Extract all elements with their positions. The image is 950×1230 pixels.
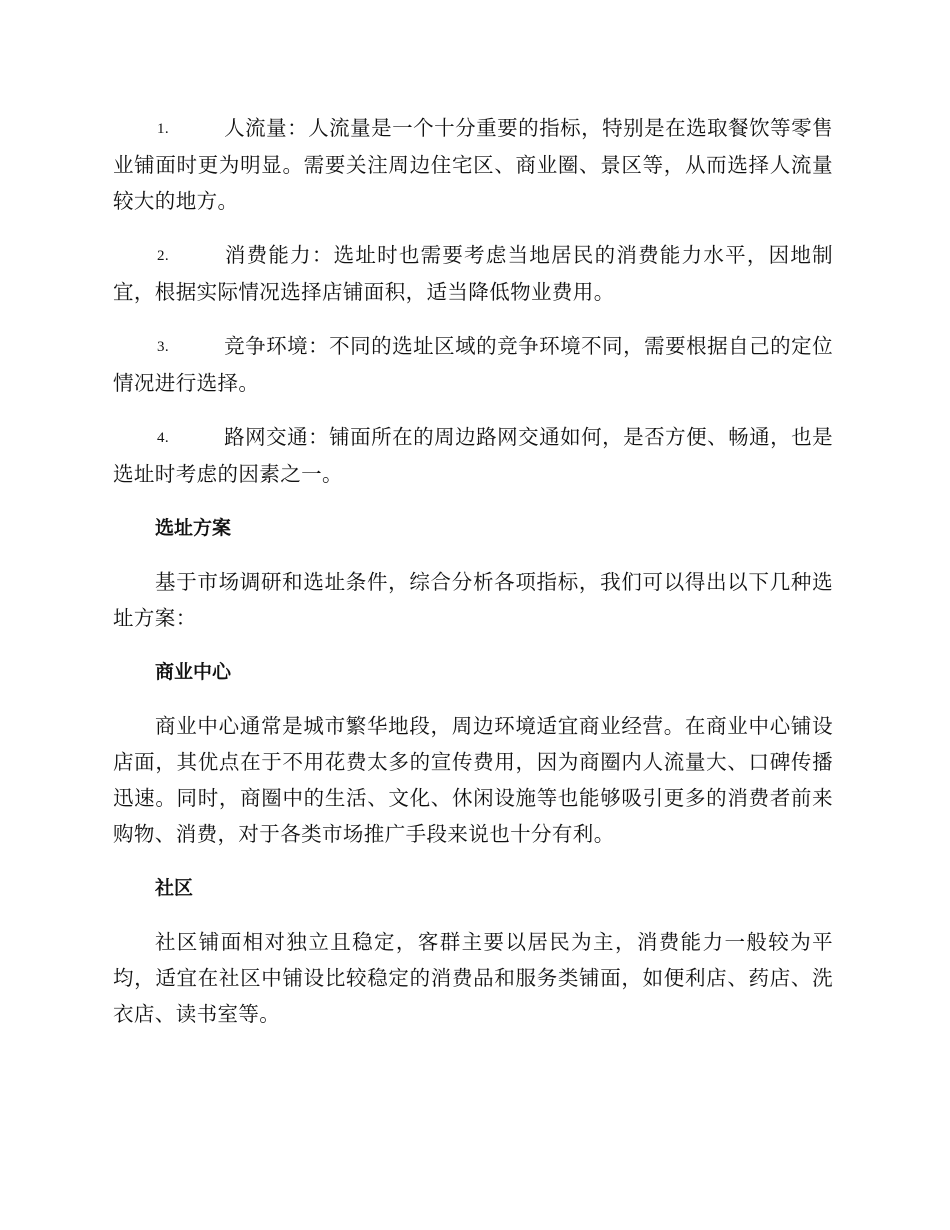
list-item-1 (113, 110, 833, 219)
list-item-4 (113, 419, 833, 492)
list-number: 3. (157, 339, 170, 355)
list-text: 人流量：人流量是一个十分重要的指标，特别是在选取餐饮等零售业铺面时更为明显。需要关注周边住宅区、商业圈、景区等，从而选择人流量较大的地方。 (113, 116, 833, 213)
list-number: 2. (157, 248, 170, 264)
heading-commercial-center: 商业中心 (155, 661, 232, 683)
paragraph-site-plan-intro: 基于市场调研和选址条件，综合分析各项指标，我们可以得出以下几种选址方案： (113, 570, 833, 630)
heading-community: 社区 (155, 877, 194, 899)
list-item-3 (113, 328, 833, 401)
list-number: 4. (157, 430, 170, 446)
list-text: 消费能力：选址时也需要考虑当地居民的消费能力水平，因地制宜，根据实际情况选择店铺面积，适当降低物业费用。 (113, 243, 833, 304)
list-text: 竞争环境：不同的选址区域的竞争环境不同，需要根据自己的定位情况进行选择。 (113, 334, 833, 395)
paragraph-commercial-center: 商业中心通常是城市繁华地段，周边环境适宜商业经营。在商业中心铺设店面，其优点在于不用花费太多的宣传费用，因为商圈内人流量大、口碑传播迅速。同时，商圈中的生活、文化、休闲设施等也能够吸引更多的消费者前来购物、消费，对于各类市场推广手段来说也十分有利。 (113, 714, 833, 846)
heading-site-plan: 选址方案 (155, 517, 232, 539)
list-item-2 (113, 237, 833, 310)
document-content (113, 110, 833, 1050)
list-number: 1. (157, 121, 170, 137)
list-text: 路网交通：铺面所在的周边路网交通如何，是否方便、畅通，也是选址时考虑的因素之一。 (113, 425, 833, 486)
paragraph-community: 社区铺面相对独立且稳定，客群主要以居民为主，消费能力一般较为平均，适宜在社区中铺设比较稳定的消费品和服务类铺面，如便利店、药店、洗衣店、读书室等。 (113, 930, 833, 1026)
